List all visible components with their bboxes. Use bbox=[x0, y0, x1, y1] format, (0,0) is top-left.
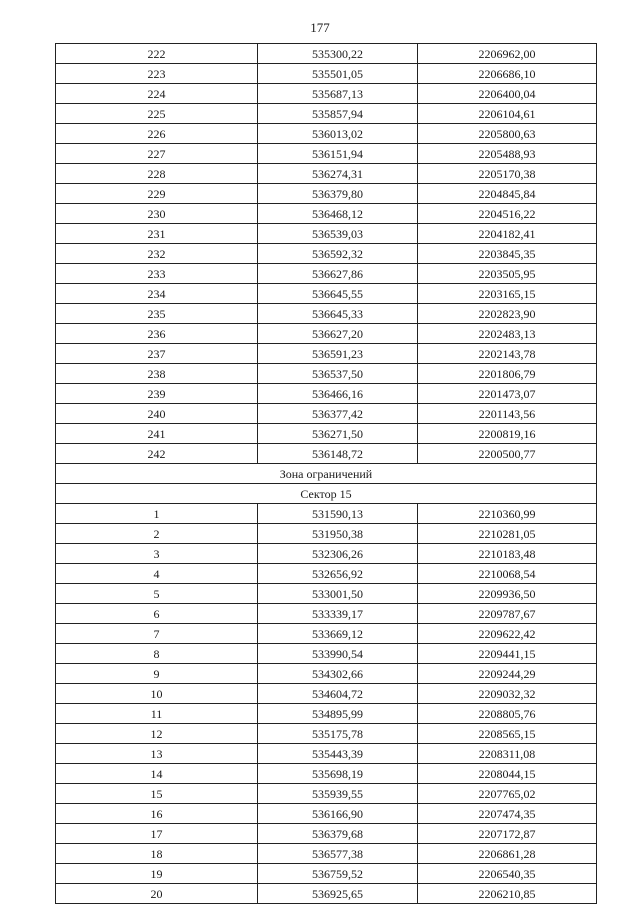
table-row bbox=[56, 304, 597, 324]
y-coordinate-cell: 2201806,79 bbox=[418, 364, 597, 384]
point-number-cell: 8 bbox=[56, 644, 258, 664]
x-coordinate-cell: 536627,20 bbox=[258, 324, 418, 344]
x-coordinate-cell: 536759,52 bbox=[258, 864, 418, 884]
table-row bbox=[56, 144, 597, 164]
x-coordinate-cell: 533669,12 bbox=[258, 624, 418, 644]
table-row bbox=[56, 184, 597, 204]
y-coordinate-cell: 2208044,15 bbox=[418, 764, 597, 784]
point-number-cell: 227 bbox=[56, 144, 258, 164]
x-coordinate-cell: 536925,65 bbox=[258, 884, 418, 904]
table-row bbox=[56, 804, 597, 824]
y-coordinate-cell: 2206210,85 bbox=[418, 884, 597, 904]
table-row bbox=[56, 644, 597, 664]
x-coordinate-cell: 536274,31 bbox=[258, 164, 418, 184]
table-row bbox=[56, 784, 597, 804]
table-row bbox=[56, 324, 597, 344]
sector-heading-row bbox=[56, 484, 597, 504]
x-coordinate-cell: 536592,32 bbox=[258, 244, 418, 264]
y-coordinate-cell: 2209244,29 bbox=[418, 664, 597, 684]
table-row bbox=[56, 604, 597, 624]
table-row bbox=[56, 284, 597, 304]
y-coordinate-cell: 2210360,99 bbox=[418, 504, 597, 524]
y-coordinate-cell: 2206400,04 bbox=[418, 84, 597, 104]
x-coordinate-cell: 536379,80 bbox=[258, 184, 418, 204]
y-coordinate-cell: 2210068,54 bbox=[418, 564, 597, 584]
coordinates-table-body bbox=[56, 44, 597, 904]
y-coordinate-cell: 2202823,90 bbox=[418, 304, 597, 324]
y-coordinate-cell: 2203845,35 bbox=[418, 244, 597, 264]
point-number-cell: 1 bbox=[56, 504, 258, 524]
y-coordinate-cell: 2210281,05 bbox=[418, 524, 597, 544]
y-coordinate-cell: 2209622,42 bbox=[418, 624, 597, 644]
point-number-cell: 242 bbox=[56, 444, 258, 464]
x-coordinate-cell: 536537,50 bbox=[258, 364, 418, 384]
table-row bbox=[56, 524, 597, 544]
point-number-cell: 234 bbox=[56, 284, 258, 304]
x-coordinate-cell: 536591,23 bbox=[258, 344, 418, 364]
point-number-cell: 230 bbox=[56, 204, 258, 224]
x-coordinate-cell: 536627,86 bbox=[258, 264, 418, 284]
y-coordinate-cell: 2208565,15 bbox=[418, 724, 597, 744]
point-number-cell: 241 bbox=[56, 424, 258, 444]
y-coordinate-cell: 2206861,28 bbox=[418, 844, 597, 864]
y-coordinate-cell: 2203165,15 bbox=[418, 284, 597, 304]
table-row bbox=[56, 224, 597, 244]
table-row bbox=[56, 264, 597, 284]
x-coordinate-cell: 535687,13 bbox=[258, 84, 418, 104]
point-number-cell: 9 bbox=[56, 664, 258, 684]
x-coordinate-cell: 535300,22 bbox=[258, 44, 418, 64]
y-coordinate-cell: 2210183,48 bbox=[418, 544, 597, 564]
table-row bbox=[56, 884, 597, 904]
x-coordinate-cell: 536645,55 bbox=[258, 284, 418, 304]
table-row bbox=[56, 624, 597, 644]
x-coordinate-cell: 536151,94 bbox=[258, 144, 418, 164]
point-number-cell: 238 bbox=[56, 364, 258, 384]
x-coordinate-cell: 535175,78 bbox=[258, 724, 418, 744]
point-number-cell: 229 bbox=[56, 184, 258, 204]
y-coordinate-cell: 2209441,15 bbox=[418, 644, 597, 664]
x-coordinate-cell: 531590,13 bbox=[258, 504, 418, 524]
point-number-cell: 12 bbox=[56, 724, 258, 744]
x-coordinate-cell: 535501,05 bbox=[258, 64, 418, 84]
y-coordinate-cell: 2209787,67 bbox=[418, 604, 597, 624]
x-coordinate-cell: 534604,72 bbox=[258, 684, 418, 704]
table-row bbox=[56, 444, 597, 464]
y-coordinate-cell: 2207474,35 bbox=[418, 804, 597, 824]
table-row bbox=[56, 744, 597, 764]
y-coordinate-cell: 2202483,13 bbox=[418, 324, 597, 344]
point-number-cell: 2 bbox=[56, 524, 258, 544]
point-number-cell: 14 bbox=[56, 764, 258, 784]
point-number-cell: 231 bbox=[56, 224, 258, 244]
point-number-cell: 222 bbox=[56, 44, 258, 64]
x-coordinate-cell: 536539,03 bbox=[258, 224, 418, 244]
x-coordinate-cell: 536468,12 bbox=[258, 204, 418, 224]
x-coordinate-cell: 532306,26 bbox=[258, 544, 418, 564]
x-coordinate-cell: 531950,38 bbox=[258, 524, 418, 544]
point-number-cell: 225 bbox=[56, 104, 258, 124]
point-number-cell: 224 bbox=[56, 84, 258, 104]
page-number: 177 bbox=[310, 20, 330, 35]
y-coordinate-cell: 2208311,08 bbox=[418, 744, 597, 764]
table-row bbox=[56, 684, 597, 704]
zone-heading: Зона ограничений bbox=[56, 464, 597, 484]
x-coordinate-cell: 536379,68 bbox=[258, 824, 418, 844]
y-coordinate-cell: 2204182,41 bbox=[418, 224, 597, 244]
table-row bbox=[56, 764, 597, 784]
table-row bbox=[56, 104, 597, 124]
table-row bbox=[56, 124, 597, 144]
table-row bbox=[56, 424, 597, 444]
point-number-cell: 6 bbox=[56, 604, 258, 624]
table-row bbox=[56, 564, 597, 584]
y-coordinate-cell: 2208805,76 bbox=[418, 704, 597, 724]
y-coordinate-cell: 2204845,84 bbox=[418, 184, 597, 204]
point-number-cell: 232 bbox=[56, 244, 258, 264]
x-coordinate-cell: 536166,90 bbox=[258, 804, 418, 824]
table-row bbox=[56, 344, 597, 364]
y-coordinate-cell: 2207172,87 bbox=[418, 824, 597, 844]
x-coordinate-cell: 533001,50 bbox=[258, 584, 418, 604]
point-number-cell: 17 bbox=[56, 824, 258, 844]
table-row bbox=[56, 504, 597, 524]
x-coordinate-cell: 535857,94 bbox=[258, 104, 418, 124]
table-row bbox=[56, 404, 597, 424]
y-coordinate-cell: 2201143,56 bbox=[418, 404, 597, 424]
point-number-cell: 18 bbox=[56, 844, 258, 864]
x-coordinate-cell: 532656,92 bbox=[258, 564, 418, 584]
y-coordinate-cell: 2205800,63 bbox=[418, 124, 597, 144]
table-row bbox=[56, 724, 597, 744]
y-coordinate-cell: 2209032,32 bbox=[418, 684, 597, 704]
point-number-cell: 223 bbox=[56, 64, 258, 84]
table-row bbox=[56, 544, 597, 564]
table-row bbox=[56, 84, 597, 104]
y-coordinate-cell: 2206686,10 bbox=[418, 64, 597, 84]
x-coordinate-cell: 533990,54 bbox=[258, 644, 418, 664]
y-coordinate-cell: 2206104,61 bbox=[418, 104, 597, 124]
x-coordinate-cell: 534302,66 bbox=[258, 664, 418, 684]
table-row bbox=[56, 44, 597, 64]
x-coordinate-cell: 536377,42 bbox=[258, 404, 418, 424]
x-coordinate-cell: 536013,02 bbox=[258, 124, 418, 144]
point-number-cell: 237 bbox=[56, 344, 258, 364]
point-number-cell: 236 bbox=[56, 324, 258, 344]
point-number-cell: 20 bbox=[56, 884, 258, 904]
table-row bbox=[56, 584, 597, 604]
zone-heading-row bbox=[56, 464, 597, 484]
table-row bbox=[56, 244, 597, 264]
point-number-cell: 239 bbox=[56, 384, 258, 404]
point-number-cell: 16 bbox=[56, 804, 258, 824]
table-row bbox=[56, 864, 597, 884]
y-coordinate-cell: 2205488,93 bbox=[418, 144, 597, 164]
point-number-cell: 15 bbox=[56, 784, 258, 804]
x-coordinate-cell: 536577,38 bbox=[258, 844, 418, 864]
table-row bbox=[56, 364, 597, 384]
sector-heading: Сектор 15 bbox=[56, 484, 597, 504]
y-coordinate-cell: 2206540,35 bbox=[418, 864, 597, 884]
point-number-cell: 13 bbox=[56, 744, 258, 764]
point-number-cell: 228 bbox=[56, 164, 258, 184]
point-number-cell: 4 bbox=[56, 564, 258, 584]
y-coordinate-cell: 2202143,78 bbox=[418, 344, 597, 364]
table-row bbox=[56, 664, 597, 684]
point-number-cell: 19 bbox=[56, 864, 258, 884]
x-coordinate-cell: 536148,72 bbox=[258, 444, 418, 464]
point-number-cell: 233 bbox=[56, 264, 258, 284]
y-coordinate-cell: 2200819,16 bbox=[418, 424, 597, 444]
point-number-cell: 7 bbox=[56, 624, 258, 644]
table-row bbox=[56, 384, 597, 404]
coordinates-table bbox=[55, 43, 597, 904]
x-coordinate-cell: 534895,99 bbox=[258, 704, 418, 724]
x-coordinate-cell: 535698,19 bbox=[258, 764, 418, 784]
table-row bbox=[56, 704, 597, 724]
table-row bbox=[56, 204, 597, 224]
y-coordinate-cell: 2209936,50 bbox=[418, 584, 597, 604]
y-coordinate-cell: 2204516,22 bbox=[418, 204, 597, 224]
table-row bbox=[56, 844, 597, 864]
x-coordinate-cell: 536645,33 bbox=[258, 304, 418, 324]
y-coordinate-cell: 2201473,07 bbox=[418, 384, 597, 404]
point-number-cell: 3 bbox=[56, 544, 258, 564]
point-number-cell: 10 bbox=[56, 684, 258, 704]
x-coordinate-cell: 536271,50 bbox=[258, 424, 418, 444]
x-coordinate-cell: 536466,16 bbox=[258, 384, 418, 404]
table-row bbox=[56, 64, 597, 84]
y-coordinate-cell: 2200500,77 bbox=[418, 444, 597, 464]
point-number-cell: 240 bbox=[56, 404, 258, 424]
y-coordinate-cell: 2206962,00 bbox=[418, 44, 597, 64]
table-row bbox=[56, 164, 597, 184]
x-coordinate-cell: 535939,55 bbox=[258, 784, 418, 804]
point-number-cell: 5 bbox=[56, 584, 258, 604]
y-coordinate-cell: 2203505,95 bbox=[418, 264, 597, 284]
y-coordinate-cell: 2207765,02 bbox=[418, 784, 597, 804]
point-number-cell: 235 bbox=[56, 304, 258, 324]
x-coordinate-cell: 533339,17 bbox=[258, 604, 418, 624]
point-number-cell: 226 bbox=[56, 124, 258, 144]
point-number-cell: 11 bbox=[56, 704, 258, 724]
table-row bbox=[56, 824, 597, 844]
x-coordinate-cell: 535443,39 bbox=[258, 744, 418, 764]
y-coordinate-cell: 2205170,38 bbox=[418, 164, 597, 184]
